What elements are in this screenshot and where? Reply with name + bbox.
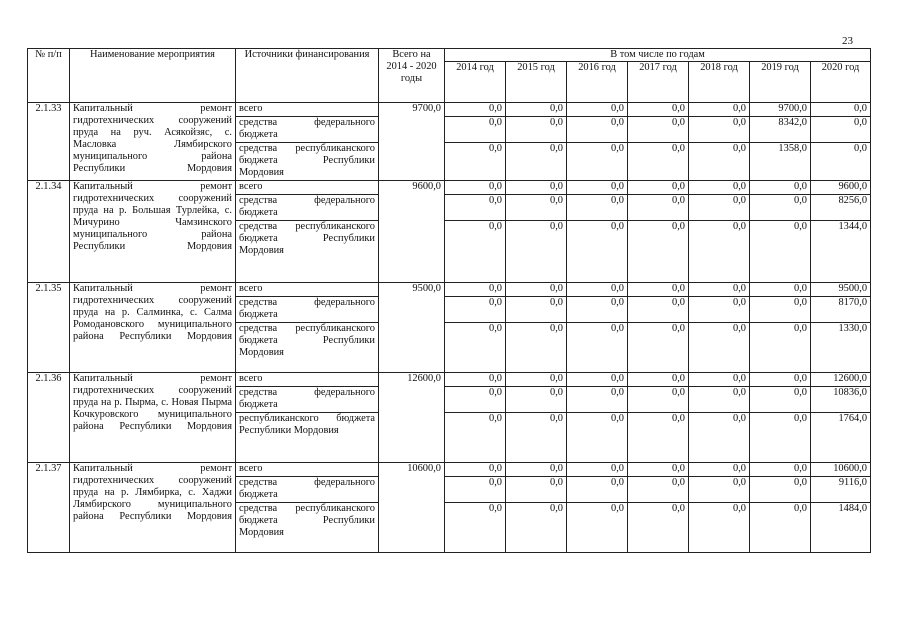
year-value: 0,0: [750, 387, 811, 413]
year-value: 10836,0: [811, 387, 871, 413]
year-value: 0,0: [567, 117, 628, 143]
header-year: 2017 год: [628, 62, 689, 103]
year-value: 0,0: [445, 143, 506, 181]
year-value: 1330,0: [811, 323, 871, 373]
year-value: 0,0: [628, 103, 689, 117]
year-value: 1484,0: [811, 503, 871, 553]
year-value: 1358,0: [750, 143, 811, 181]
year-value: 0,0: [445, 297, 506, 323]
year-value: 0,0: [567, 373, 628, 387]
year-value: 0,0: [689, 195, 750, 221]
funding-source: средства республиканского бюджета Республики Мордовия: [236, 503, 379, 553]
year-value: 0,0: [628, 373, 689, 387]
measure-number: 2.1.34: [28, 181, 70, 283]
year-value: 0,0: [445, 387, 506, 413]
header-year: 2018 год: [689, 62, 750, 103]
measure-name: Капитальный ремонт гидротехнических сооружений пруда на р. Пырма, с. Новая Пырма Кочкуровского муниципального района Республики Мордовия: [70, 373, 236, 463]
year-value: 0,0: [689, 387, 750, 413]
year-value: 9700,0: [750, 103, 811, 117]
measure-name: Капитальный ремонт гидротехнических сооружений пруда на р. Большая Турлейка, с. Мичурино Чамзинского муниципального района Республики Мордовия: [70, 181, 236, 283]
year-value: 0,0: [689, 477, 750, 503]
year-value: 0,0: [506, 463, 567, 477]
year-value: 0,0: [811, 117, 871, 143]
measure-total: 9600,0: [379, 181, 445, 283]
year-value: 0,0: [506, 373, 567, 387]
year-value: 0,0: [689, 143, 750, 181]
table-body: [28, 103, 871, 553]
funding-source: всего: [236, 463, 379, 477]
table-row: [28, 181, 871, 195]
year-value: 0,0: [628, 387, 689, 413]
year-value: 0,0: [506, 413, 567, 463]
year-value: 0,0: [750, 195, 811, 221]
year-value: 9116,0: [811, 477, 871, 503]
year-value: 0,0: [506, 221, 567, 283]
year-value: 0,0: [506, 195, 567, 221]
funding-source: республиканского бюджета Республики Мордовия: [236, 413, 379, 463]
year-value: 0,0: [506, 323, 567, 373]
header-year: 2014 год: [445, 62, 506, 103]
year-value: 0,0: [689, 463, 750, 477]
year-value: 0,0: [445, 103, 506, 117]
year-value: 0,0: [628, 117, 689, 143]
year-value: 0,0: [689, 181, 750, 195]
year-value: 0,0: [689, 103, 750, 117]
header-total: Всего на 2014 - 2020 годы: [379, 49, 445, 103]
header-year: 2015 год: [506, 62, 567, 103]
year-value: 0,0: [628, 143, 689, 181]
header-year: 2016 год: [567, 62, 628, 103]
header-num: № п/п: [28, 49, 70, 103]
measure-total: 9500,0: [379, 283, 445, 373]
year-value: 0,0: [628, 221, 689, 283]
year-value: 0,0: [506, 477, 567, 503]
year-value: 8256,0: [811, 195, 871, 221]
year-value: 0,0: [506, 181, 567, 195]
year-value: 0,0: [567, 103, 628, 117]
year-value: 0,0: [567, 503, 628, 553]
year-value: 0,0: [750, 297, 811, 323]
year-value: 0,0: [628, 413, 689, 463]
funding-source: средства республиканского бюджета Республики Мордовия: [236, 221, 379, 283]
table-header: [28, 49, 871, 103]
year-value: 0,0: [445, 117, 506, 143]
measure-number: 2.1.36: [28, 373, 70, 463]
measure-name: Капитальный ремонт гидротехнических сооружений пруда на р. Салминка, с. Салма Ромодановского муниципального района Республики Мордовия: [70, 283, 236, 373]
year-value: 9500,0: [811, 283, 871, 297]
year-value: 0,0: [689, 323, 750, 373]
table-row: [28, 373, 871, 387]
year-value: 0,0: [689, 503, 750, 553]
measure-number: 2.1.33: [28, 103, 70, 181]
header-sources: Источники финансирования: [236, 49, 379, 103]
year-value: 0,0: [506, 283, 567, 297]
measure-name: Капитальный ремонт гидротехнических сооружений пруда на р. Лямбирка, с. Хаджи Лямбирского муниципального района Республики Мордовия: [70, 463, 236, 553]
year-value: 0,0: [567, 477, 628, 503]
year-value: 0,0: [567, 221, 628, 283]
year-value: 0,0: [750, 413, 811, 463]
header-year: 2020 год: [811, 62, 871, 103]
year-value: 0,0: [567, 297, 628, 323]
year-value: 0,0: [628, 503, 689, 553]
year-value: 0,0: [445, 221, 506, 283]
year-value: 0,0: [689, 297, 750, 323]
year-value: 0,0: [567, 323, 628, 373]
funding-source: всего: [236, 181, 379, 195]
year-value: 0,0: [750, 323, 811, 373]
funding-source: средства республиканского бюджета Республики Мордовия: [236, 323, 379, 373]
year-value: 0,0: [506, 503, 567, 553]
year-value: 0,0: [445, 283, 506, 297]
year-value: 8170,0: [811, 297, 871, 323]
year-value: 0,0: [445, 477, 506, 503]
funding-source: средства федерального бюджета: [236, 477, 379, 503]
year-value: 0,0: [445, 195, 506, 221]
funding-source: средства федерального бюджета: [236, 195, 379, 221]
funding-source: средства федерального бюджета: [236, 117, 379, 143]
year-value: 0,0: [506, 103, 567, 117]
measure-name: Капитальный ремонт гидротехнических сооружений пруда на руч. Асякойзяс, с. Масловка Лямбирского муниципального района Республики Мордовия: [70, 103, 236, 181]
table-row: [28, 463, 871, 477]
year-value: 0,0: [750, 503, 811, 553]
year-value: 0,0: [750, 221, 811, 283]
year-value: 0,0: [628, 463, 689, 477]
measure-total: 9700,0: [379, 103, 445, 181]
funding-source: всего: [236, 103, 379, 117]
year-value: 0,0: [689, 283, 750, 297]
year-value: 0,0: [506, 117, 567, 143]
year-value: 0,0: [628, 323, 689, 373]
page-number: 23: [842, 35, 853, 47]
year-value: 0,0: [567, 413, 628, 463]
funding-source: средства федерального бюджета: [236, 387, 379, 413]
year-value: 0,0: [811, 103, 871, 117]
measure-total: 12600,0: [379, 373, 445, 463]
year-value: 0,0: [750, 181, 811, 195]
year-value: 0,0: [689, 413, 750, 463]
year-value: 9600,0: [811, 181, 871, 195]
year-value: 0,0: [567, 195, 628, 221]
table-row: [28, 103, 871, 117]
year-value: 0,0: [445, 503, 506, 553]
measure-number: 2.1.37: [28, 463, 70, 553]
header-by-years: В том числе по годам: [445, 49, 871, 62]
year-value: 0,0: [567, 387, 628, 413]
funding-source: средства республиканского бюджета Республики Мордовия: [236, 143, 379, 181]
measure-total: 10600,0: [379, 463, 445, 553]
year-value: 10600,0: [811, 463, 871, 477]
year-value: 0,0: [445, 413, 506, 463]
header-year: 2019 год: [750, 62, 811, 103]
year-value: 0,0: [445, 181, 506, 195]
year-value: 0,0: [628, 477, 689, 503]
year-value: 0,0: [506, 387, 567, 413]
year-value: 0,0: [750, 373, 811, 387]
year-value: 0,0: [445, 463, 506, 477]
year-value: 0,0: [750, 463, 811, 477]
year-value: 0,0: [750, 283, 811, 297]
measure-number: 2.1.35: [28, 283, 70, 373]
year-value: 0,0: [628, 195, 689, 221]
year-value: 0,0: [811, 143, 871, 181]
year-value: 0,0: [628, 181, 689, 195]
year-value: 0,0: [445, 323, 506, 373]
year-value: 0,0: [689, 373, 750, 387]
year-value: 0,0: [750, 477, 811, 503]
table-row: [28, 283, 871, 297]
year-value: 0,0: [689, 117, 750, 143]
year-value: 12600,0: [811, 373, 871, 387]
funding-table: [27, 48, 871, 553]
year-value: 0,0: [628, 297, 689, 323]
year-value: 0,0: [445, 373, 506, 387]
year-value: 0,0: [689, 221, 750, 283]
year-value: 0,0: [506, 297, 567, 323]
funding-source: средства федерального бюджета: [236, 297, 379, 323]
year-value: 0,0: [628, 283, 689, 297]
year-value: 1344,0: [811, 221, 871, 283]
year-value: 0,0: [567, 143, 628, 181]
year-value: 8342,0: [750, 117, 811, 143]
year-value: 0,0: [567, 463, 628, 477]
year-value: 0,0: [567, 181, 628, 195]
year-value: 1764,0: [811, 413, 871, 463]
header-name: Наименование мероприятия: [70, 49, 236, 103]
year-value: 0,0: [506, 143, 567, 181]
funding-source: всего: [236, 373, 379, 387]
year-value: 0,0: [567, 283, 628, 297]
funding-source: всего: [236, 283, 379, 297]
